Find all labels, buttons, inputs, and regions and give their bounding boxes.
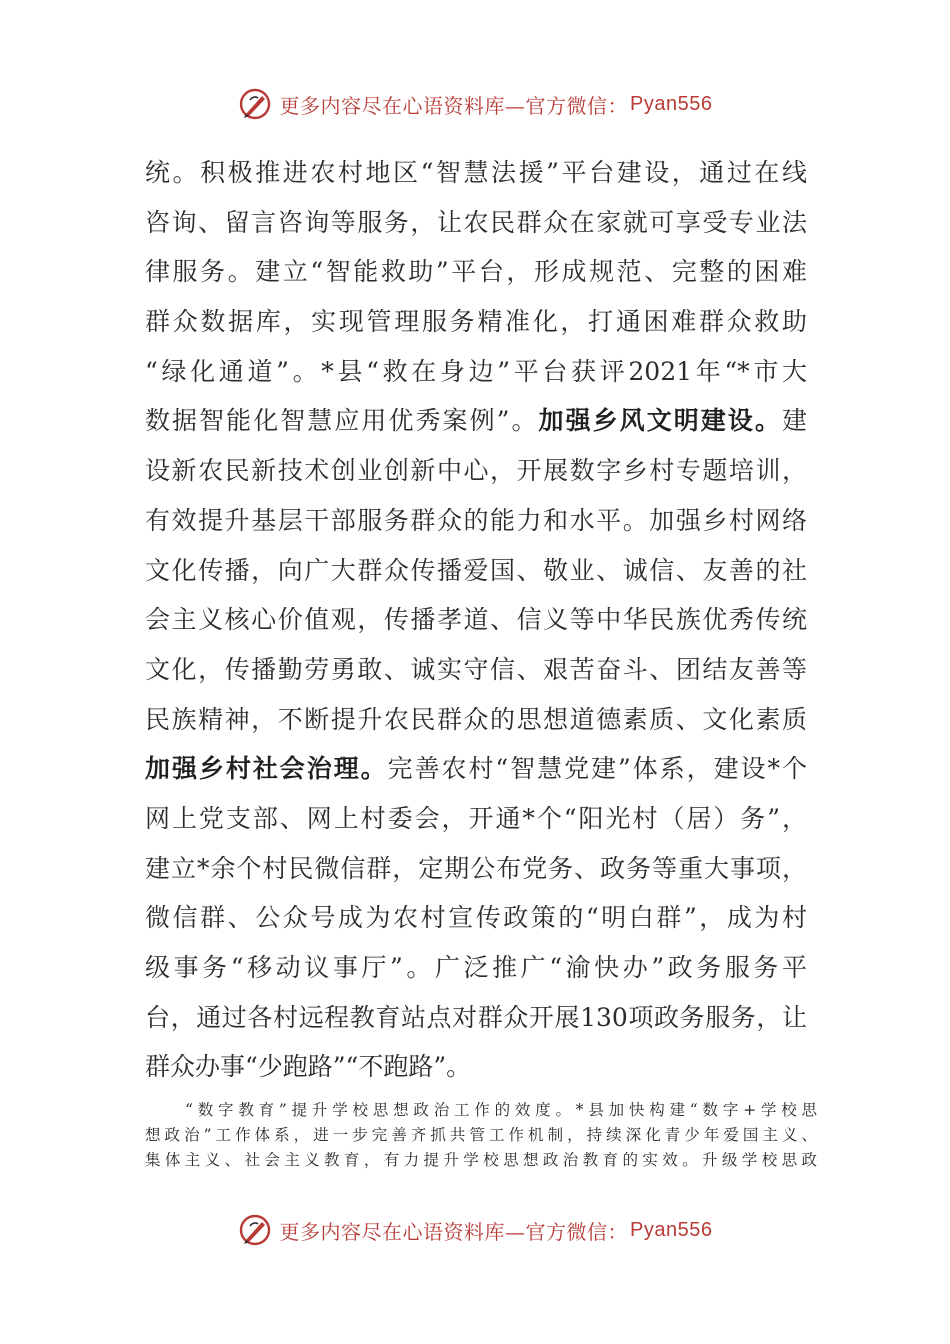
text-segment: 完善农村“智慧党建”体系，建设*个 [387, 754, 807, 784]
text-line: 民族精神，不断提升农民群众的思想道德素质、文化素质 [145, 704, 807, 734]
text-line: 文化，传播勤劳勇敢、诚实守信、艰苦奋斗、团结友善等 [145, 654, 807, 684]
text-line: 群众数据库，实现管理服务精准化，打通困难群众救助 [145, 307, 807, 337]
text-line-with-heading [145, 396, 807, 446]
text-line: 会主义核心价值观，传播孝道、信义等中华民族优秀传统 [145, 605, 807, 635]
pen-logo-icon [238, 87, 272, 121]
text-line: 设新农民新技术创业创新中心，开展数字乡村专题培训， [145, 456, 807, 486]
small-text-line: 集体主义、社会主义教育，有力提升学校思想政治教育的实效。升级学校思政 [145, 1151, 817, 1169]
header-banner [0, 84, 950, 124]
text-segment: 建 [781, 406, 807, 436]
text-line: 微信群、公众号成为农村宣传政策的“明白群”，成为村 [145, 903, 807, 933]
footer-wechat-id: Pyan556 [630, 1218, 713, 1241]
footer-banner [0, 1210, 950, 1250]
text-line: 台，通过各村远程教育站点对群众开展130项政务服务，让 [145, 1002, 807, 1032]
section-heading-social-governance: 加强乡村社会治理。 [145, 754, 388, 784]
digital-education-paragraph [145, 1098, 817, 1173]
small-text-line: “数字教育”提升学校思想政治工作的效度。*县加快构建“数字+学校思 [185, 1101, 817, 1119]
text-line: 群众办事“少跑路”“不跑路”。 [145, 1052, 472, 1082]
text-line: 律服务。建立“智能救助”平台，形成规范、完整的困难 [145, 257, 807, 287]
header-banner-text: 更多内容尽在心语资料库—官方微信： [279, 93, 629, 118]
header-wechat-id: Pyan556 [630, 92, 713, 115]
pen-logo-icon [238, 1213, 272, 1247]
small-text-line: 想政治”工作体系，进一步完善齐抓共管工作机制，持续深化青少年爱国主义、 [145, 1126, 817, 1144]
text-line: 文化传播，向广大群众传播爱国、敬业、诚信、友善的社 [145, 555, 807, 585]
text-line: 建立*余个村民微信群，定期公布党务、政务等重大事项， [145, 853, 807, 883]
text-line: 网上党支部、网上村委会，开通*个“阳光村（居）务”， [145, 803, 807, 833]
text-segment: 数据智能化智慧应用优秀案例”。 [145, 406, 539, 436]
text-line: 有效提升基层干部服务群众的能力和水平。加强乡村网络 [145, 505, 807, 535]
text-line: 级事务“移动议事厅”。广泛推广“渝快办”政务服务平 [145, 953, 807, 982]
main-paragraph [145, 148, 807, 1092]
footer-banner-text: 更多内容尽在心语资料库—官方微信： [279, 1219, 629, 1244]
text-line: “绿化通道”。*县“救在身边”平台获评2021年“*市大 [145, 356, 807, 386]
text-line: 统。积极推进农村地区“智慧法援”平台建设，通过在线 [145, 158, 807, 187]
text-line-with-heading [145, 744, 807, 794]
text-line: 咨询、留言咨询等服务，让农民群众在家就可享受专业法 [145, 207, 807, 237]
section-heading-rural-civilization: 加强乡风文明建设。 [538, 406, 782, 436]
